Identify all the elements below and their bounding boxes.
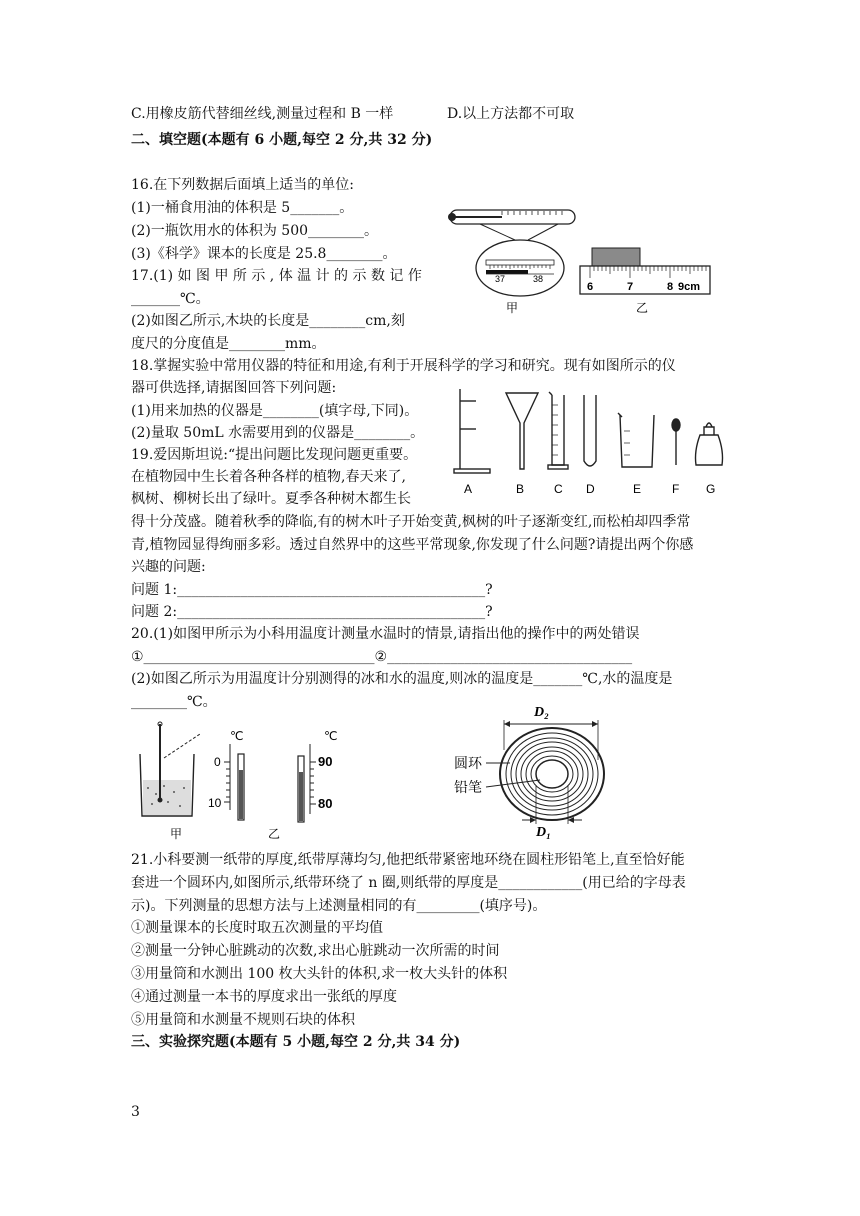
iron-stand-A — [454, 389, 490, 473]
ruler-label-8: 8 — [667, 281, 674, 293]
unit-celsius-1: ℃ — [230, 729, 244, 743]
label-pencil: 铅笔 — [454, 780, 482, 796]
tick-0: 0 — [214, 755, 221, 769]
beaker-E — [618, 413, 654, 467]
q20-figure — [134, 718, 364, 846]
q21-line-1: 21.小科要测一纸带的厚度,纸带厚薄均匀,他把纸带紧密地环绕在圆柱形铅笔上,直至恰好能 — [131, 852, 685, 868]
alcohol-lamp-G — [696, 423, 723, 465]
label-f: F — [672, 482, 680, 496]
q17-line-4: 度尺的分度值是________mm。 — [131, 336, 326, 352]
thermometer-water — [298, 729, 337, 822]
q18-line-2: 器可供选择,请据图回答下列问题: — [131, 380, 337, 396]
q21-line-3: 示)。下列测量的思想方法与上述测量相同的有_________(填序号)。 — [131, 898, 547, 914]
q17-line-3: (2)如图乙所示,木块的长度是________cm,刻 — [131, 313, 405, 329]
q19-line-2: 在植物园中生长着各种各样的植物,春天来了, — [131, 469, 406, 485]
thermometer-ice — [208, 729, 244, 820]
graduated-cylinder-C — [548, 392, 568, 469]
tick-90: 90 — [318, 754, 333, 769]
q21-option-5: ⑤用量筒和水测量不规则石块的体积 — [131, 1012, 355, 1028]
q21-paper-coil-figure — [448, 700, 618, 842]
ruler-with-wooden-block — [580, 248, 710, 294]
label-d1: D₁ — [536, 825, 551, 840]
q19-line-6: 兴趣的问题: — [131, 559, 206, 575]
tick-10: 10 — [208, 796, 222, 810]
q18-instruments-figure — [448, 381, 730, 499]
thermo-label-38: 38 — [533, 274, 544, 284]
q18-item-2: (2)量取 50mL 水需要用到的仪器是________。 — [131, 425, 425, 441]
q16-item-1: (1)一桶食用油的体积是 5_______。 — [131, 200, 354, 216]
section-2-heading: 二、填空题(本题有 6 小题,每空 2 分,共 32 分) — [131, 132, 433, 148]
thermometer-magnified-bubble — [476, 240, 564, 296]
q17-figure — [440, 200, 715, 325]
ruler-label-7: 7 — [627, 281, 634, 293]
ruler-label-9cm: 9cm — [678, 281, 701, 293]
label-d2: D₂ — [534, 705, 549, 720]
q20-line-3: (2)如图乙所示为用温度计分别测得的冰和水的温度,则冰的温度是_______℃,水的温度是 — [131, 671, 673, 687]
section-3-heading: 三、实验探究题(本题有 5 小题,每空 2 分,共 34 分) — [131, 1034, 461, 1050]
q21-option-1: ①测量课本的长度时取五次测量的平均值 — [131, 920, 383, 936]
caption-jia-20: 甲 — [170, 827, 183, 841]
label-c: C — [554, 482, 563, 496]
label-d: D — [586, 482, 595, 496]
dropper-F — [672, 419, 680, 465]
q19-question-1: 问题 1:____________________________________________? — [131, 582, 493, 598]
funnel-B — [506, 393, 538, 469]
beaker-with-thermometer — [140, 722, 200, 816]
q16-stem: 16.在下列数据后面填上适当的单位: — [131, 177, 354, 193]
clinical-thermometer — [448, 210, 575, 240]
q20-line-1: 20.(1)如图甲所示为小科用温度计测量水温时的情景,请指出他的操作中的两处错误 — [131, 626, 640, 642]
q19-line-1: 19.爱因斯坦说:“提出问题比发现问题更重要。 — [131, 447, 418, 463]
q19-line-4: 得十分茂盛。随着秋季的降临,有的树木叶子开始变黄,枫树的叶子逐渐变红,而松柏却四季常 — [131, 514, 691, 530]
label-a: A — [464, 482, 473, 496]
caption-yi: 乙 — [636, 301, 649, 315]
page-number: 3 — [131, 1104, 140, 1120]
q21-option-4: ④通过测量一本书的厚度求出一张纸的厚度 — [131, 989, 397, 1005]
q21-line-2: 套进一个圆环内,如图所示,纸带环绕了 n 圈,则纸带的厚度是____________(用已给的字母表 — [131, 875, 686, 891]
test-tube-D — [584, 395, 596, 466]
q16-item-2: (2)一瓶饮用水的体积为 500________。 — [131, 223, 379, 239]
q20-line-2: ①_________________________________②___________________________________ — [131, 649, 633, 665]
q18-line-1: 18.掌握实验中常用仪器的特征和用途,有利于开展科学的学习和研究。现有如图所示的仪 — [131, 358, 676, 374]
label-b: B — [516, 482, 525, 496]
q17-line-2: _______℃。 — [131, 291, 210, 307]
q20-line-4: ________℃。 — [131, 694, 217, 710]
q19-question-2: 问题 2:____________________________________________? — [131, 604, 493, 620]
q18-item-1: (1)用来加热的仪器是________(填字母,下同)。 — [131, 403, 419, 419]
label-e: E — [633, 482, 642, 496]
q19-line-3: 枫树、柳树长出了绿叶。夏季各种树木都生长 — [131, 491, 411, 507]
label-g: G — [706, 482, 716, 496]
option-d: D.以上方法都不可取 — [447, 106, 575, 122]
q17-line-1: 17.(1) 如 图 甲 所 示 , 体 温 计 的 示 数 记 作 — [131, 268, 422, 284]
q21-option-3: ③用量筒和水测出 100 枚大头针的体积,求一枚大头针的体积 — [131, 966, 508, 982]
tick-80: 80 — [318, 796, 333, 811]
q21-option-2: ②测量一分钟心脏跳动的次数,求出心脏跳动一次所需的时间 — [131, 943, 500, 959]
ruler-label-6: 6 — [587, 281, 594, 293]
caption-yi-20: 乙 — [268, 827, 281, 841]
unit-celsius-2: ℃ — [324, 729, 338, 743]
label-ring: 圆环 — [454, 756, 482, 772]
q19-line-5: 青,植物园显得绚丽多彩。透过自然界中的这些平常现象,你发现了什么问题?请提出两个你感 — [131, 537, 694, 553]
caption-jia: 甲 — [506, 301, 519, 315]
thermo-label-37: 37 — [495, 274, 506, 284]
q16-item-3: (3)《科学》课本的长度是 25.8________。 — [131, 246, 397, 262]
option-c: C.用橡皮筋代替细丝线,测量过程和 B 一样 — [131, 106, 394, 122]
